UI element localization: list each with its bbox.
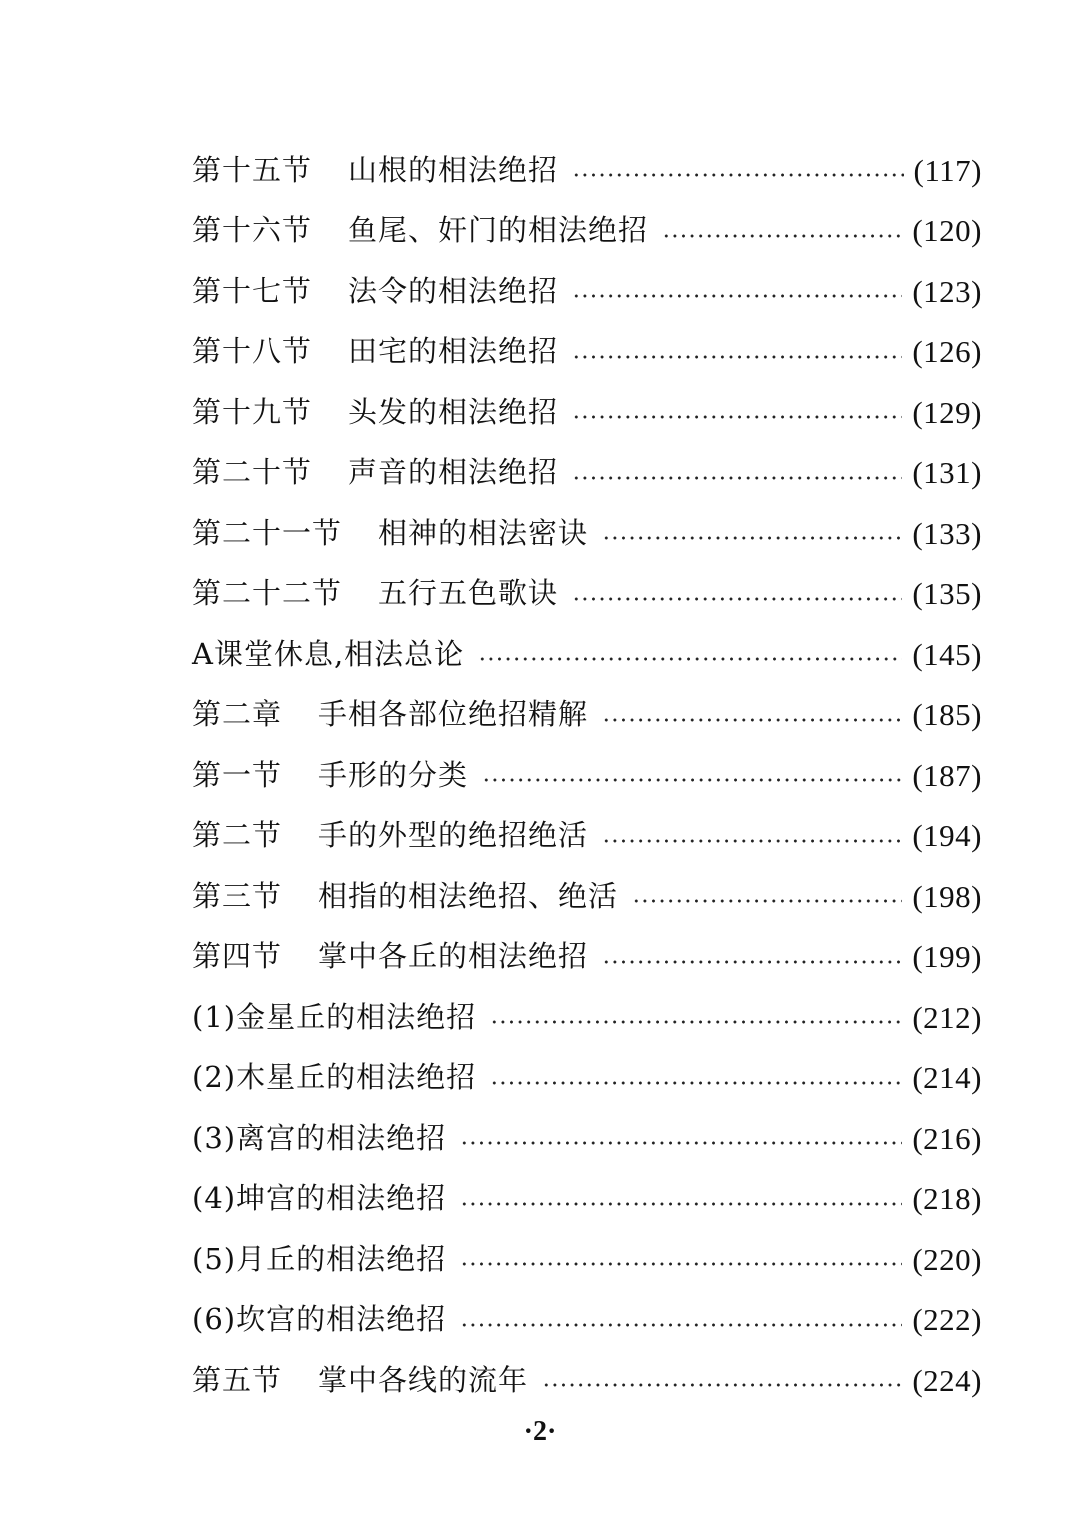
toc-entry-label [192, 1181, 447, 1216]
toc-entry [192, 1229, 982, 1290]
toc-section-title: 手形的分类 [318, 757, 469, 792]
toc-leader-dots [662, 234, 902, 238]
toc-entry [192, 866, 982, 927]
toc-entry-label [192, 999, 477, 1034]
toc-section-title: A课堂休息,相法总论 [192, 636, 465, 671]
toc-leader-dots [478, 657, 902, 661]
toc-entry-label [192, 818, 589, 853]
toc-section-title: (3)离宫的相法绝招 [192, 1120, 447, 1155]
toc-entry-label [192, 576, 559, 611]
toc-page-number: (224) [912, 1362, 982, 1398]
toc-section-number: 第二十二节 [192, 576, 343, 611]
toc-entry-label [192, 1060, 477, 1095]
toc-section-title: (6)坎宫的相法绝招 [192, 1302, 447, 1337]
toc-entry-label [192, 213, 649, 248]
toc-leader-dots [490, 1081, 902, 1085]
toc-leader-dots [602, 839, 902, 843]
toc-entry-label [192, 394, 559, 429]
toc-leader-dots [542, 1383, 902, 1387]
toc-entry [192, 443, 982, 504]
toc-page-number: (129) [912, 394, 982, 430]
toc-section-number: 第十八节 [192, 334, 313, 369]
toc-entry [192, 564, 982, 625]
toc-section-title: (5)月丘的相法绝招 [192, 1241, 447, 1276]
toc-entry-label [192, 1362, 529, 1397]
toc-section-number: 第二十一节 [192, 515, 343, 550]
toc-entry [192, 140, 982, 201]
toc-page-number: (126) [912, 334, 982, 370]
toc-leader-dots [572, 476, 902, 480]
toc-entry [192, 1290, 982, 1351]
toc-section-title: 掌中各丘的相法绝招 [318, 939, 589, 974]
toc-entry [192, 322, 982, 383]
toc-leader-dots [460, 1141, 902, 1145]
toc-page-number: (131) [912, 455, 982, 491]
toc-page-number: (185) [912, 697, 982, 733]
toc-entry [192, 745, 982, 806]
toc-entry-label [192, 334, 559, 369]
toc-leader-dots [602, 536, 902, 540]
toc-section-number: 第十五节 [192, 152, 313, 187]
toc-section-number: 第五节 [192, 1362, 283, 1397]
toc-page-number: (120) [912, 213, 982, 249]
toc-page-number: (198) [912, 878, 982, 914]
toc-entry [192, 927, 982, 988]
toc-section-number: 第三节 [192, 878, 283, 913]
toc-leader-dots [572, 294, 902, 298]
toc-section-title: 法令的相法绝招 [348, 273, 559, 308]
toc-entry-label [192, 1302, 447, 1337]
toc-entry-label [192, 878, 619, 913]
toc-page-number: (123) [912, 273, 982, 309]
toc-entry-label [192, 1120, 447, 1155]
toc-leader-dots [572, 597, 902, 601]
toc-section-number: 第四节 [192, 939, 283, 974]
toc-section-title: 山根的相法绝招 [348, 152, 559, 187]
toc-entry [192, 987, 982, 1048]
toc-page-number: (222) [912, 1302, 982, 1338]
toc-leader-dots [460, 1323, 902, 1327]
toc-section-title: 声音的相法绝招 [348, 455, 559, 490]
toc-leader-dots [490, 1020, 902, 1024]
toc-entry-label [192, 697, 589, 732]
toc-section-number: 第二十节 [192, 455, 313, 490]
toc-section-title: 五行五色歌诀 [378, 576, 559, 611]
toc-entry [192, 1350, 982, 1411]
toc-entry-label [192, 152, 559, 187]
toc-entry-label [192, 757, 469, 792]
toc-page-number: (199) [912, 939, 982, 975]
toc-entry [192, 382, 982, 443]
toc-entry-label [192, 273, 559, 308]
toc-page-number: (220) [912, 1241, 982, 1277]
toc-page-number: (145) [912, 636, 982, 672]
toc-entry [192, 261, 982, 322]
toc-section-title: 田宅的相法绝招 [348, 334, 559, 369]
toc-section-title: 手相各部位绝招精解 [318, 697, 589, 732]
toc-section-number: 第十七节 [192, 273, 313, 308]
toc-leader-dots [602, 718, 902, 722]
toc-leader-dots [572, 415, 902, 419]
toc-page-number: (133) [912, 515, 982, 551]
toc-section-title: 相指的相法绝招、绝活 [318, 878, 619, 913]
toc-section-number: 第十九节 [192, 394, 313, 429]
toc-entry [192, 1048, 982, 1109]
toc-entry [192, 503, 982, 564]
toc-entry [192, 201, 982, 262]
toc-section-title: (4)坤宫的相法绝招 [192, 1181, 447, 1216]
toc-page-number: (117) [913, 152, 982, 188]
toc-entry-label [192, 455, 559, 490]
toc-section-title: 相神的相法密诀 [378, 515, 589, 550]
toc-section-title: (2)木星丘的相法绝招 [192, 1060, 477, 1095]
toc-section-number: 第一节 [192, 757, 283, 792]
toc-section-title: 掌中各线的流年 [318, 1362, 529, 1397]
table-of-contents [192, 140, 982, 1411]
toc-section-number: 第十六节 [192, 213, 313, 248]
toc-page-number: (135) [912, 576, 982, 612]
toc-section-number: 第二章 [192, 697, 283, 732]
toc-entry [192, 806, 982, 867]
toc-entry-label [192, 939, 589, 974]
toc-leader-dots [572, 173, 903, 177]
toc-entry [192, 685, 982, 746]
toc-section-title: (1)金星丘的相法绝招 [192, 999, 477, 1034]
toc-entry [192, 1108, 982, 1169]
toc-leader-dots [632, 899, 902, 903]
toc-entry-label [192, 515, 589, 550]
toc-page-number: (216) [912, 1120, 982, 1156]
toc-leader-dots [572, 355, 902, 359]
toc-section-title: 头发的相法绝招 [348, 394, 559, 429]
toc-page-number: (214) [912, 1060, 982, 1096]
toc-section-number: 第二节 [192, 818, 283, 853]
toc-entry-label [192, 1241, 447, 1276]
page-number: ·2· [523, 1416, 557, 1447]
toc-entry [192, 624, 982, 685]
toc-entry [192, 1169, 982, 1230]
toc-section-title: 鱼尾、奸门的相法绝招 [348, 213, 649, 248]
toc-leader-dots [602, 960, 902, 964]
toc-entry-label [192, 636, 465, 671]
toc-page-number: (218) [912, 1181, 982, 1217]
toc-page-number: (212) [912, 999, 982, 1035]
toc-page-number: (194) [912, 818, 982, 854]
toc-section-title: 手的外型的绝招绝活 [318, 818, 589, 853]
toc-leader-dots [460, 1262, 902, 1266]
toc-leader-dots [482, 778, 902, 782]
toc-leader-dots [460, 1202, 902, 1206]
toc-page-number: (187) [912, 757, 982, 793]
